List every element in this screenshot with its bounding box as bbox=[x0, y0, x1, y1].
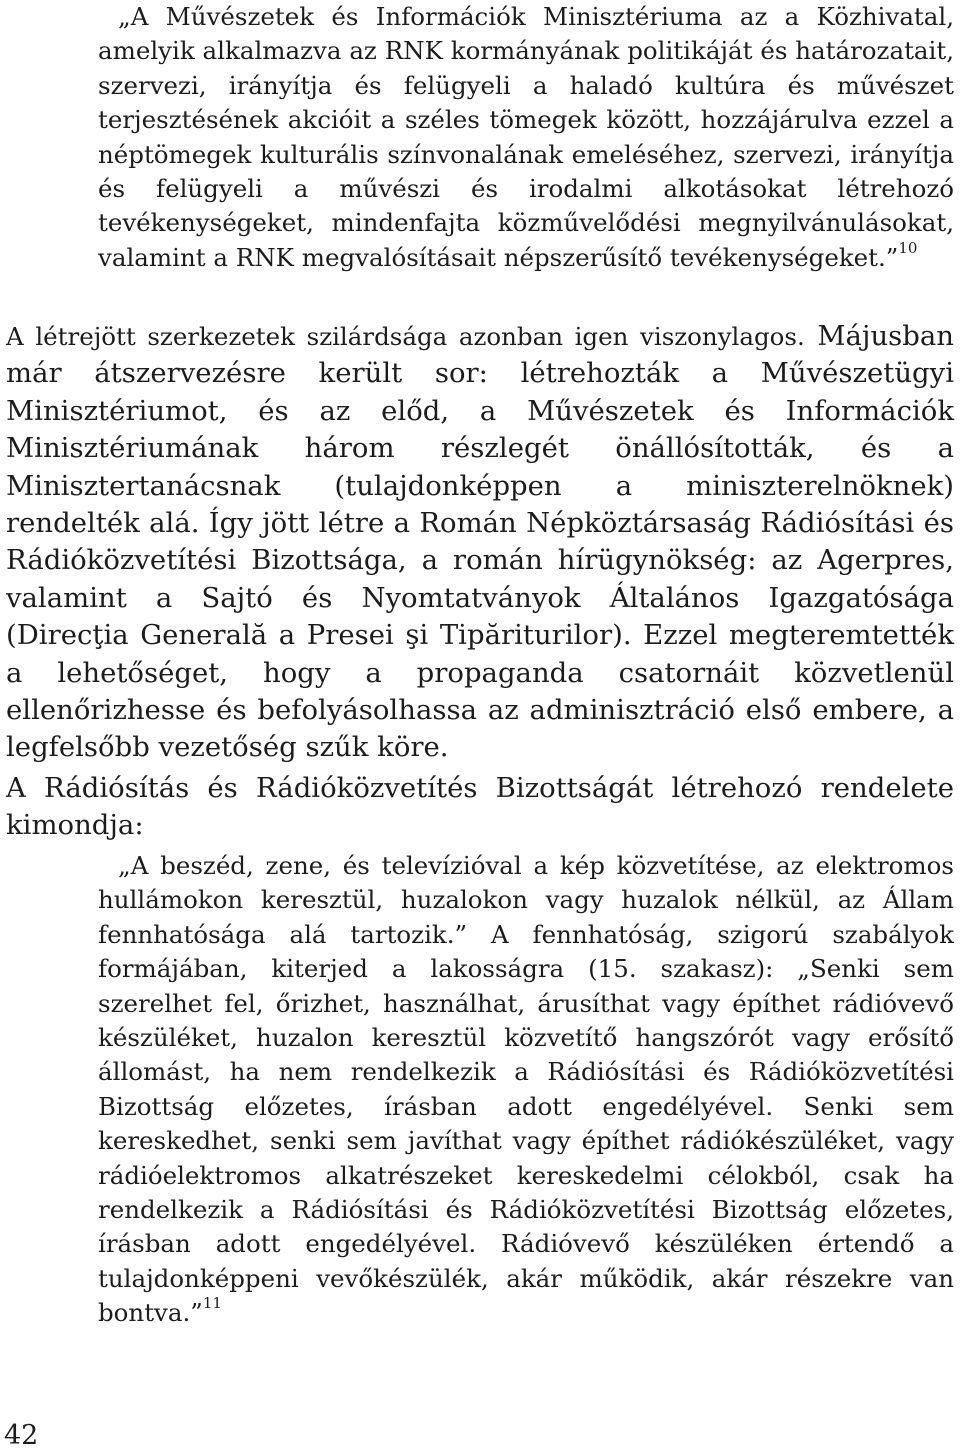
footnote-marker[interactable]: 11 bbox=[202, 1294, 222, 1313]
block-quote-decree bbox=[98, 849, 954, 1331]
quote-text: „A beszéd, zene, és televízióval a kép közvetítése, az elektromos hullámokon keresztül, huzalokon vagy huzalok nélkül, az Állam fennhatósága alá tartozik.” A fennhatóság, szigorú szabályok formájában, kiterjed a lakosságra (15. szakasz): „Senki sem szerelhet fel, őrizhet, használhat, árusíthat vagy építhet rádióvevő készüléket, huzalon keresztül közvetítő hangszórót vagy erősítő állomást, ha nem rendelkezik a Rádiósítási és Rádióközvetítési Bizottság előzetes, írásban adott engedélyével. Senki sem kereskedhet, senki sem javíthat vagy építhet rádiókészüléket, vagy rádióelektromos alkatrészeket kereskedelmi célokból, csak ha rendelkezik a Rádiósítási és Rádióközvetítési Bizottság előzetes, írásban adott engedélyével. Rádióvevő készüléken értendő a tulajdonképpeni vevőkészülék, akár működik, akár részekre van bontva.” bbox=[98, 851, 954, 1328]
paragraph-text: Májusban már átszervezésre került sor: létrehozták a Művészetügyi Minisztériumot, és az előd, a Művészetek és Információk Minisztériumának három részlegét önállósították, és a Minisztertanácsnak (tulajdonképpen a miniszterelnöknek) rendelték alá. Így jött létre a Román Népköztársaság Rádiósítási és Rádióközvetítési Bizottsága, a román hírügynökség: az Agerpres, valamint a Sajtó és Nyomtatványok Általános Igazgatósága (Direcţia Generală a Presei şi Tipăriturilor). Ezzel megteremtették a lehetőséget, hogy a propaganda csatornáit közvetlenül ellenőrizhesse és befolyásolhassa az adminisztráció első embere, a legfelsőbb vezetőség szűk köre. bbox=[6, 320, 954, 764]
page-number: 42 bbox=[4, 1420, 39, 1451]
paragraph-text: A Rádiósítás és Rádióközvetítés Bizottságát létrehozó rendelete kimondja: bbox=[6, 772, 954, 842]
quote-text: „A Művészetek és Információk Minisztériuma az a Közhivatal, amelyik alkalmazva az RNK kormányának politikáját és határozatait, szervezi, irányítja és felügyeli a haladó kultúra és művészet terjesztésének akcióit a széles tömegek között, hozzájárulva ezzel a néptömegek kulturális színvonalának emeléséhez, szervezi, irányítja és felügyeli a művészi és irodalmi alkotásokat létrehozó tevékenységeket, mindenfajta közművelődési megnyilvánulásokat, valamint a RNK megvalósításait népszerűsítő tevékenységeket.” bbox=[98, 2, 954, 272]
body-paragraph-decree-intro bbox=[6, 770, 954, 845]
lead-sentence: A létrejött szerkezetek szilárdsága azonban igen viszonylagos. bbox=[6, 322, 805, 351]
body-paragraph-reorganization bbox=[6, 318, 954, 767]
footnote-marker[interactable]: 10 bbox=[898, 238, 918, 257]
block-quote-ministry bbox=[98, 0, 954, 275]
